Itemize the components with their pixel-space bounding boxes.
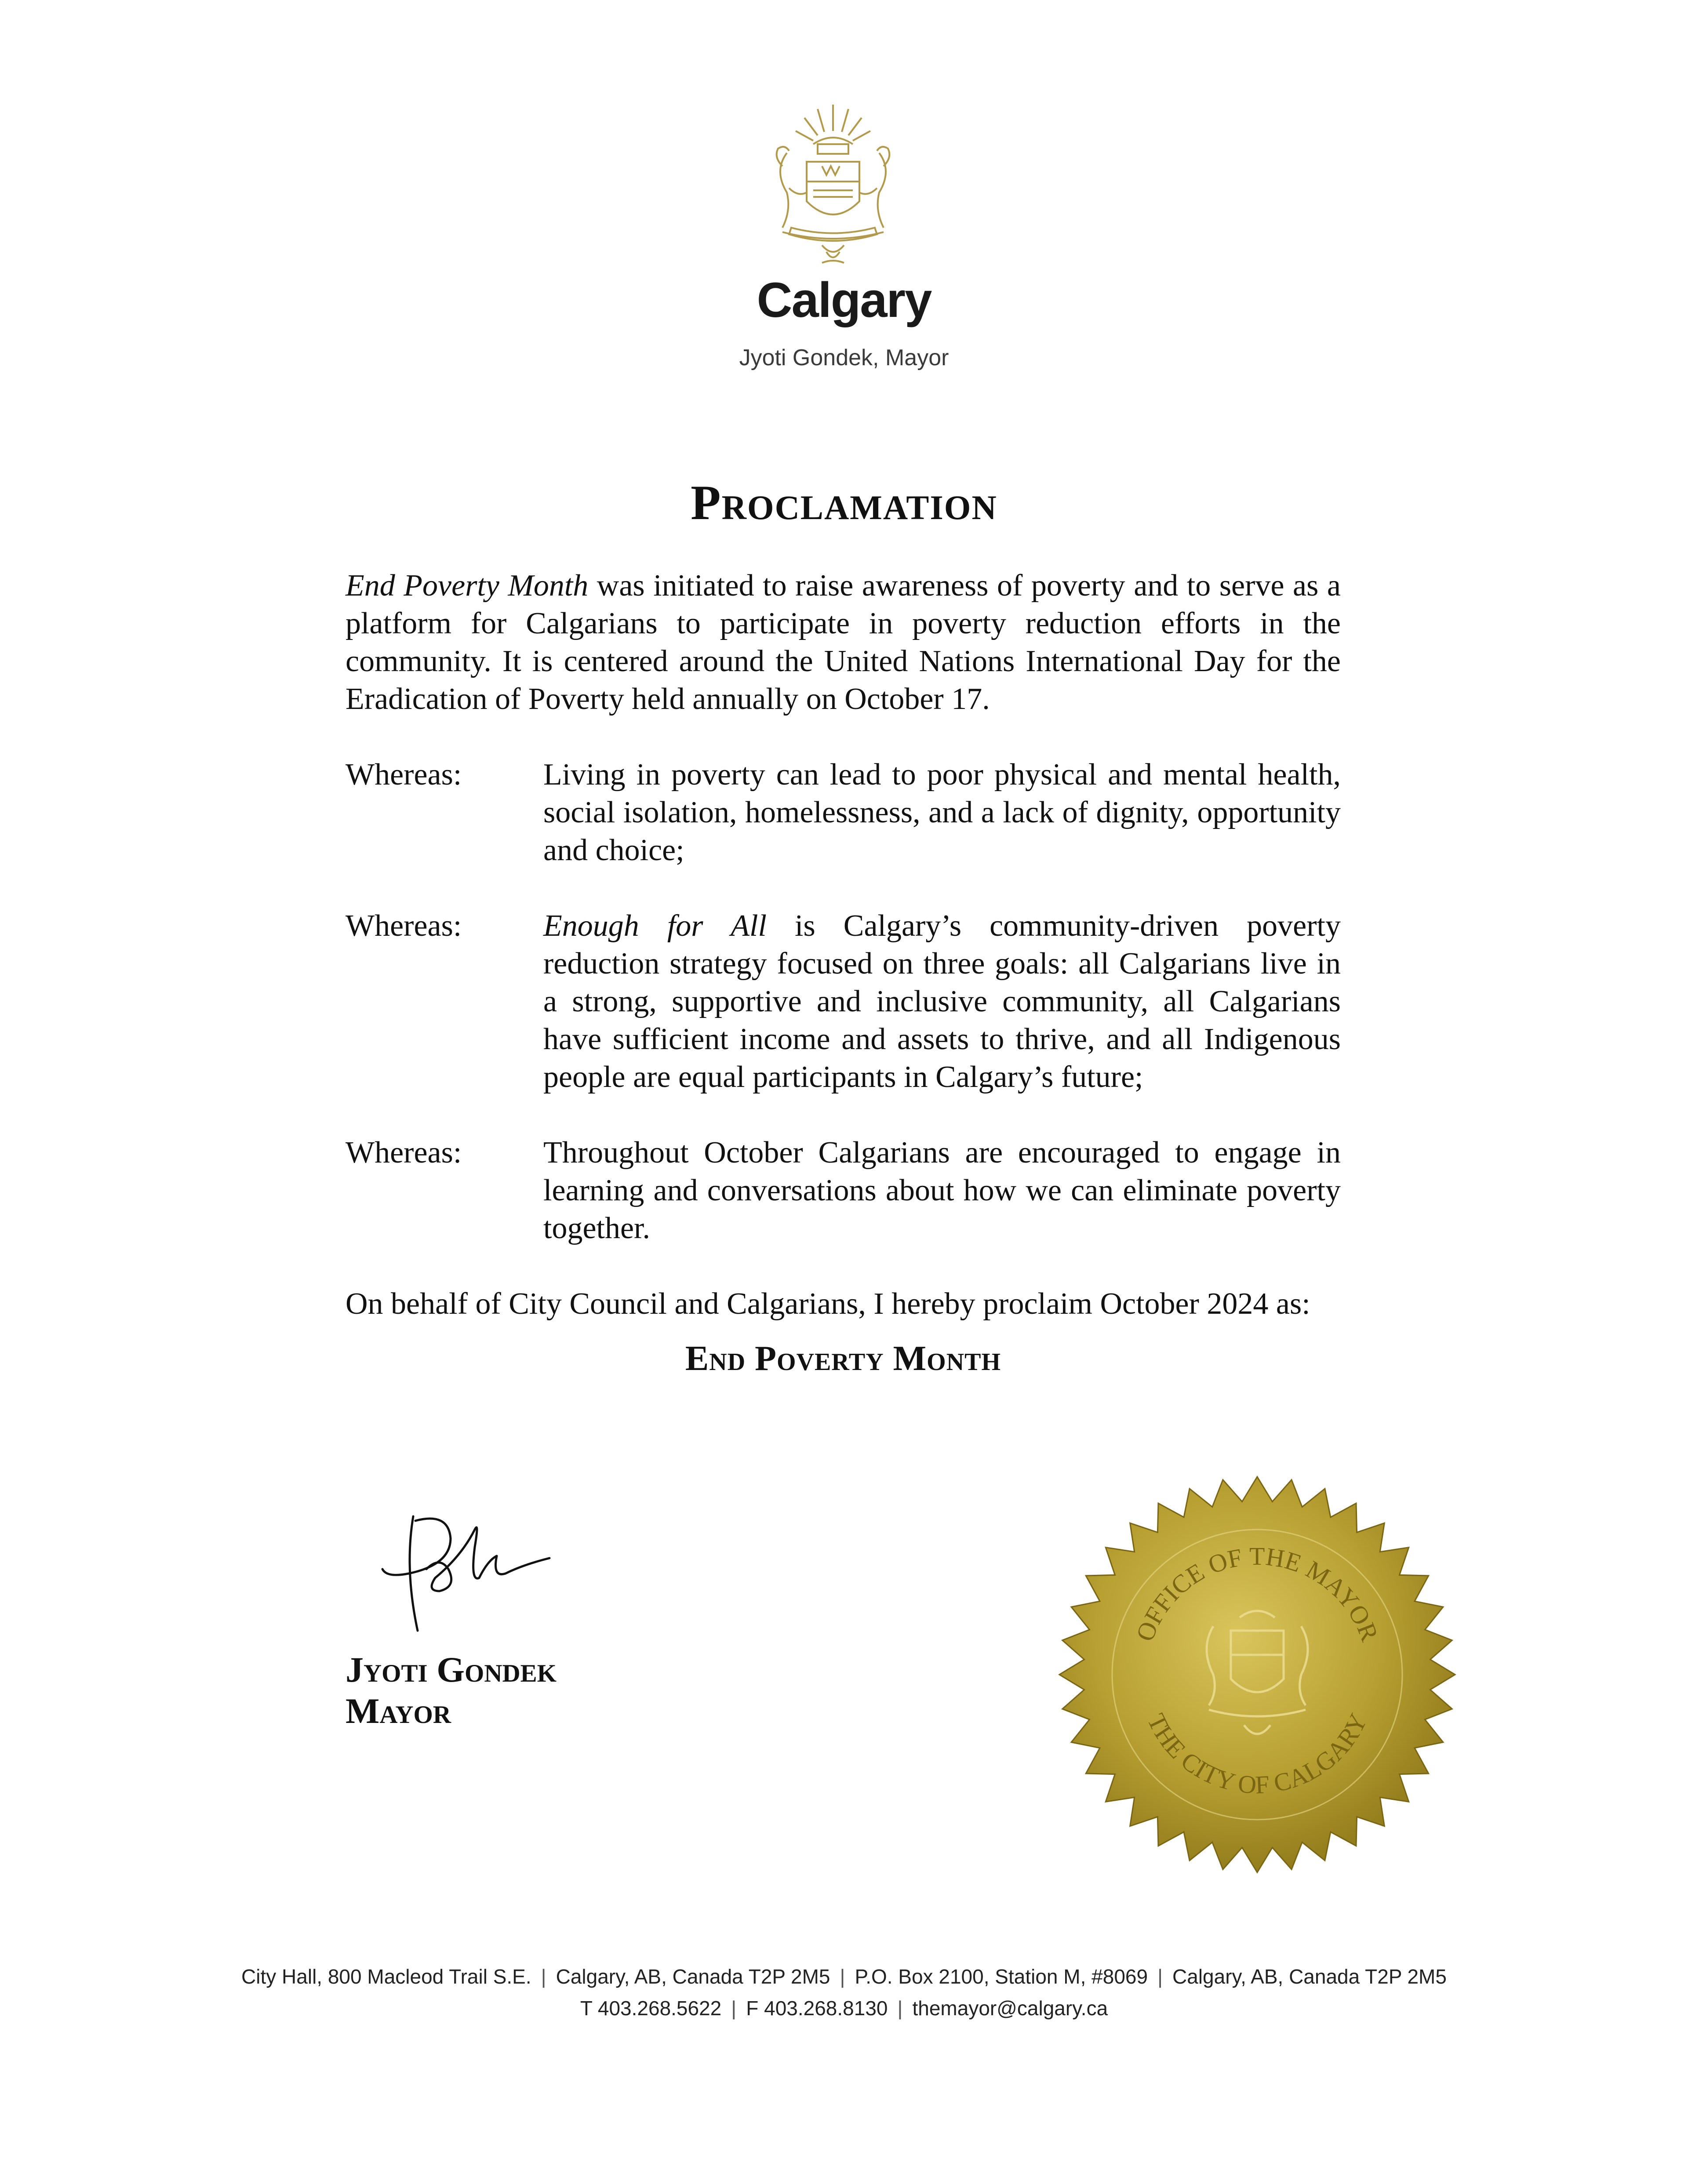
sun-rays: [796, 105, 870, 141]
intro-italic: End Poverty Month: [346, 569, 589, 603]
whereas-label: Whereas:: [346, 1136, 462, 1170]
whereas-clause: [346, 907, 1341, 1096]
footer-separator: |: [1157, 1965, 1163, 1988]
whereas-label: Whereas:: [346, 758, 462, 792]
whereas-text: Throughout October Calgarians are encouraged to engage in learning and conversations about how we can eliminate poverty together.: [543, 1136, 1341, 1245]
page-title: Proclamation: [691, 476, 997, 530]
proclamation-subject: End Poverty Month: [685, 1339, 1001, 1378]
footer-city: Calgary, AB, Canada T2P 2M5: [556, 1965, 830, 1988]
seal-top-text: OFFICE OF THE MAYOR: [1130, 1541, 1384, 1645]
city-crest-icon: [756, 100, 910, 285]
whereas-clause: [346, 756, 1341, 869]
footer-separator: |: [541, 1965, 546, 1988]
footer-city: Calgary, AB, Canada T2P 2M5: [1172, 1965, 1447, 1988]
footer-address: City Hall, 800 Macleod Trail S.E.: [241, 1965, 531, 1988]
footer-separator: |: [840, 1965, 845, 1988]
signatory-role: Mayor: [346, 1691, 451, 1731]
whereas-text: [543, 907, 1341, 1096]
footer-contact-line: [0, 1996, 1688, 2020]
intro-text: was initiated to raise awareness of poverty and to serve as a platform for Calgarians to participate in poverty reduction efforts in the community. It is centered around the United Nations International Day for the Eradication of Poverty held annually on October 17.: [346, 569, 1341, 716]
closing-statement: On behalf of City Council and Calgarians, I hereby proclaim October 2024 as:: [346, 1287, 1310, 1321]
footer-address-line: [0, 1965, 1688, 1988]
intro-paragraph: [346, 567, 1341, 718]
whereas-italic: Enough for All: [543, 909, 767, 943]
org-name: Calgary: [757, 273, 931, 327]
proclamation-body: [346, 567, 1341, 1377]
whereas-label: Whereas:: [346, 909, 462, 943]
mayor-signature: [374, 1503, 585, 1648]
footer-po-box: P.O. Box 2100, Station M, #8069: [855, 1965, 1148, 1988]
footer-separator: |: [731, 1997, 737, 2020]
signatory-name: Jyoti Gondek: [346, 1650, 557, 1690]
footer-separator: |: [897, 1997, 903, 2020]
footer-phone: T 403.268.5622: [580, 1997, 722, 2020]
office-of-the-mayor-seal: [1055, 1472, 1459, 1877]
footer-email-link[interactable]: themayor@calgary.ca: [912, 1997, 1108, 2020]
seal-bottom-text: THE CITY OF CALGARY: [1142, 1709, 1373, 1799]
whereas-clause: [346, 1134, 1341, 1247]
signatory-block: [346, 1649, 557, 1732]
mayor-line: Jyoti Gondek, Mayor: [739, 345, 949, 371]
whereas-text: Living in poverty can lead to poor physical and mental health, social isolation, homelessness, and a lack of dignity, opportunity and choice;: [543, 758, 1341, 867]
whereas-text-rest: is Calgary’s community-driven poverty reduction strategy focused on three goals: all Calgarians live in a strong, supportive and inclusive community, all Calgarians have sufficient income and assets to thrive, and all Indigenous people are equal participants in Calgary’s future;: [543, 909, 1341, 1094]
footer-fax: F 403.268.8130: [746, 1997, 888, 2020]
seal-starburst: [1059, 1477, 1455, 1872]
